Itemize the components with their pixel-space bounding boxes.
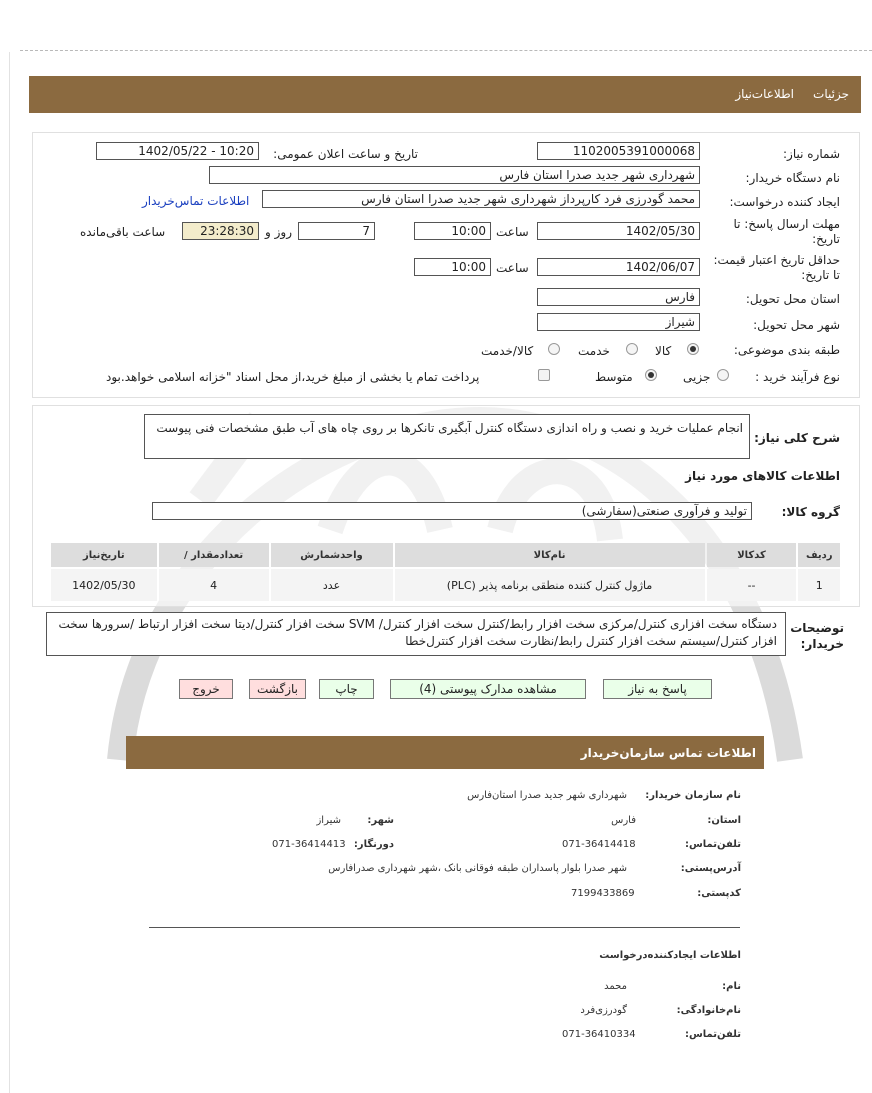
fax-value: 071-36414413	[272, 839, 346, 850]
tab-need-info[interactable]: اطلاعات‌نیاز	[735, 87, 794, 101]
first-name-value: محمد	[604, 981, 627, 992]
cell-code: --	[707, 569, 797, 601]
city-label: شهر محل تحویل:	[753, 318, 840, 332]
col-row: ردیف	[798, 543, 840, 567]
need-number-label: شماره نیاز:	[783, 147, 840, 161]
description-label: شرح کلی نیاز:	[754, 431, 840, 445]
category-radio-goods[interactable]	[687, 343, 699, 355]
buyer-org-label: نام دستگاه خریدار:	[745, 171, 840, 185]
print-button[interactable]: چاپ	[319, 679, 374, 699]
deadline-time-field: 10:00	[414, 222, 491, 240]
col-name: نام‌کالا	[395, 543, 705, 567]
process-radio-medium[interactable]	[645, 369, 657, 381]
view-docs-button[interactable]: مشاهده مدارک پیوستی (4)	[390, 679, 586, 699]
col-code: کدکالا	[707, 543, 797, 567]
cell-date: 1402/05/30	[51, 569, 157, 601]
contact-divider	[149, 927, 740, 928]
col-date: تاریخ‌نیاز	[51, 543, 157, 567]
min-price-date-field: 1402/06/07	[537, 258, 700, 276]
description-field: انجام عملیات خرید و نصب و راه اندازی دستگاه کنترل آبگیری تانکرها بر روی چاه های آب طبق مشخصات فنی پیوست	[144, 414, 750, 459]
contact-city-value: شیراز	[316, 815, 341, 826]
goods-group-label: گروه کالا:	[781, 505, 840, 519]
category-radio-goods-service[interactable]	[548, 343, 560, 355]
address-value: شهر صدرا بلوار پاسداران طبقه فوقانی بانک ،شهر شهرداری صدرافارس	[328, 863, 627, 874]
table-row	[51, 569, 840, 601]
category-option-goods-service: کالا/خدمت	[481, 344, 534, 358]
phone-label: تلفن‌تماس:	[684, 839, 741, 850]
deadline-label: مهلت ارسال پاسخ: تا تاریخ:	[733, 217, 840, 246]
last-name-value: گودرزی‌فرد	[580, 1005, 627, 1016]
payment-note: پرداخت تمام یا بخشی از مبلغ خرید،از محل اسناد "خزانه اسلامی خواهد.بود	[106, 370, 480, 384]
reply-button[interactable]: پاسخ به نیاز	[603, 679, 712, 699]
payment-checkbox[interactable]	[538, 369, 550, 381]
fax-label: دورنگار:	[353, 839, 394, 850]
process-label: نوع فرآیند خرید :	[755, 370, 840, 384]
remaining-label: ساعت باقی‌مانده	[80, 225, 166, 239]
exit-button[interactable]: خروج	[179, 679, 233, 699]
creator-field: محمد گودرزی فرد کارپرداز شهرداری شهر جدید صدرا استان فارس	[262, 190, 700, 208]
process-option-medium: متوسط	[595, 370, 633, 384]
need-number-field: 1102005391000068	[537, 142, 700, 160]
min-price-time-label: ساعت	[496, 261, 529, 275]
header-tabs	[735, 87, 849, 101]
buyer-contact-link[interactable]: اطلاعات تماس‌خریدار	[142, 194, 250, 208]
category-radio-service[interactable]	[626, 343, 638, 355]
org-value: شهرداری شهر جدید صدرا استان‌فارس	[467, 790, 627, 801]
process-radio-minor[interactable]	[717, 369, 729, 381]
deadline-time-label: ساعت	[496, 225, 529, 239]
postal-value: 7199433869	[571, 888, 635, 899]
creator-phone-label: تلفن‌تماس:	[684, 1029, 741, 1040]
province-field: فارس	[537, 288, 700, 306]
category-label: طبقه بندی موضوعی:	[733, 343, 840, 357]
first-name-label: نام:	[722, 981, 741, 992]
min-price-time-field: 10:00	[414, 258, 491, 276]
left-border	[9, 52, 10, 1093]
goods-group-field: تولید و فرآوری صنعتی(سفارشی)	[152, 502, 752, 520]
contact-city-label: شهر:	[367, 815, 394, 826]
org-label: نام سازمان خریدار:	[645, 790, 741, 801]
top-divider	[20, 50, 872, 51]
category-option-service: خدمت	[578, 344, 610, 358]
contact-header-title: اطلاعات تماس سازمان‌خریدار	[580, 746, 756, 760]
contact-province-value: فارس	[611, 815, 636, 826]
postal-label: کدپستی:	[697, 888, 741, 899]
cell-unit: عدد	[271, 569, 393, 601]
deadline-date-field: 1402/05/30	[537, 222, 700, 240]
days-field: 7	[298, 222, 375, 240]
creator-section-heading: اطلاعات ایجادکننده‌درخواست	[599, 950, 741, 961]
table-header-row	[51, 543, 840, 567]
buyer-notes-field: دستگاه سخت افزاری کنترل/مرکزی سخت افزار رابط/کنترل سخت افزار کنترل/ SVM سخت افزار کنترل/دیتا سخت افزار ارتباط /سرورها سخت افزار کنترل/سیستم سخت افزار کنترل رابط/نظارت سخت افزار کنترل‌خطا	[46, 612, 786, 656]
goods-info-heading: اطلاعات کالاهای مورد نیاز	[685, 469, 840, 483]
tab-details[interactable]: جزئیات	[813, 87, 849, 101]
col-qty: تعدادمقدار /	[159, 543, 269, 567]
cell-name: ماژول کنترل کننده منطقی برنامه پذیر (PLC)	[395, 569, 705, 601]
goods-table	[49, 541, 842, 603]
last-name-label: نام‌خانوادگی:	[676, 1005, 741, 1016]
address-label: آدرس‌پستی:	[680, 863, 741, 874]
cell-qty: 4	[159, 569, 269, 601]
col-unit: واحدشمارش	[271, 543, 393, 567]
min-price-label: حداقل تاریخ اعتبار قیمت: تا تاریخ:	[713, 253, 840, 282]
contact-header	[126, 736, 764, 769]
creator-label: ایجاد کننده درخواست:	[729, 195, 840, 209]
category-option-goods: کالا	[655, 344, 672, 358]
header-bar	[29, 76, 861, 113]
contact-province-label: استان:	[707, 815, 741, 826]
remaining-time-field: 23:28:30	[182, 222, 259, 240]
creator-phone-value: 071-36410334	[562, 1029, 636, 1040]
process-option-minor: جزیی	[683, 370, 711, 384]
announce-field: 1402/05/22 - 10:20	[96, 142, 259, 160]
city-field: شیراز	[537, 313, 700, 331]
announce-label: تاریخ و ساعت اعلان عمومی:	[273, 147, 418, 161]
cell-row: 1	[798, 569, 840, 601]
back-button[interactable]: بازگشت	[249, 679, 306, 699]
phone-value: 071-36414418	[562, 839, 636, 850]
province-label: استان محل تحویل:	[745, 292, 840, 306]
buyer-org-field: شهرداری شهر جدید صدرا استان فارس	[209, 166, 700, 184]
days-label: روز و	[265, 225, 292, 239]
buyer-notes-label: توضیحات خریدار:	[790, 621, 844, 651]
